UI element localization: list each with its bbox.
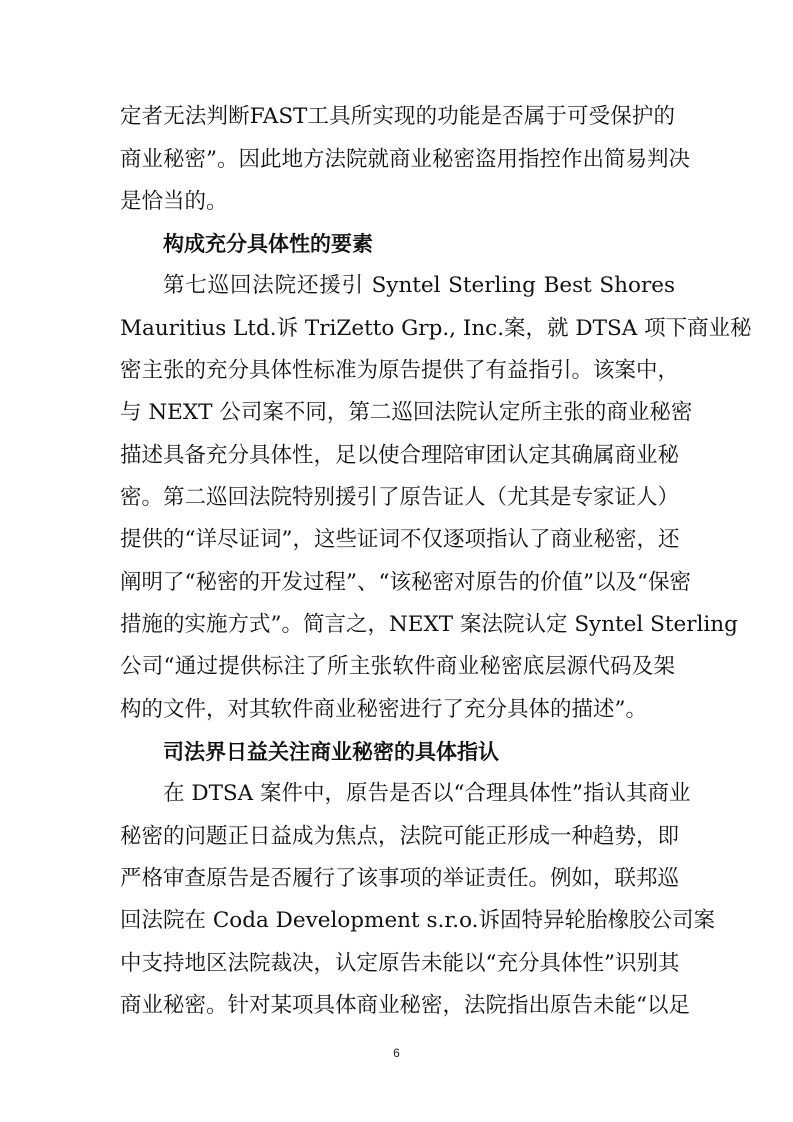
para3-line-2: 秘密的问题正日益成为焦点，法院可能正形成一种趋势，即 [120,824,680,849]
para2-line-4: 与 NEXT 公司案不同，第二巡回法院认定所主张的商业秘密 [120,400,693,425]
para2-line-5: 描述具备充分具体性，足以使合理陪审团认定其确属商业秘 [120,443,680,468]
para1-line-1: 定者无法判断FAST工具所实现的功能是否属于可受保护的 [120,104,675,129]
para3-line-1: 在 DTSA 案件中，原告是否以“合理具体性”指认其商业 [163,781,691,806]
para3-line-4: 回法院在 Coda Development s.r.o.诉固特异轮胎橡胶公司案 [120,908,716,933]
para3-line-5: 中支持地区法院裁决，认定原告未能以“充分具体性”识别其 [120,951,680,976]
section-heading-specificity-elements: 构成充分具体性的要素 [163,232,373,256]
para1-line-3: 是恰当的。 [120,189,228,214]
para2-line-6: 密。第二巡回法院特别援引了原告证人（尤其是专家证人） [120,485,680,510]
para2-line-9: 措施的实施方式”。简言之，NEXT 案法院认定 Syntel Sterling [120,612,738,637]
para3-line-6: 商业秘密。针对某项具体商业秘密，法院指出原告未能“以足 [120,993,690,1018]
para2-line-8: 阐明了“秘密的开发过程”、“该秘密对原告的价值”以及“保密 [120,570,691,595]
para1-line-2: 商业秘密”。因此地方法院就商业秘密盗用指控作出简易判决 [120,147,690,172]
para2-line-1: 第七巡回法院还援引 Syntel Sterling Best Shores [163,273,675,298]
page-number: 6 [393,1046,400,1060]
para2-line-2: Mauritius Ltd.诉 TriZetto Grp., Inc.案，就 DTSA 项下商业秘 [120,316,752,341]
section-heading-judicial-focus: 司法界日益关注商业秘密的具体指认 [163,740,499,764]
para2-line-10: 公司“通过提供标注了所主张软件商业秘密底层源代码及架 [120,654,675,679]
para2-line-11: 构的文件，对其软件商业秘密进行了充分具体的描述”。 [120,697,647,722]
para2-line-7: 提供的“详尽证词”，这些证词不仅逐项指认了商业秘密，还 [120,527,680,552]
para2-line-3: 密主张的充分具体性标准为原告提供了有益指引。该案中， [120,358,680,383]
para3-line-3: 严格审查原告是否履行了该事项的举证责任。例如，联邦巡 [120,866,680,891]
